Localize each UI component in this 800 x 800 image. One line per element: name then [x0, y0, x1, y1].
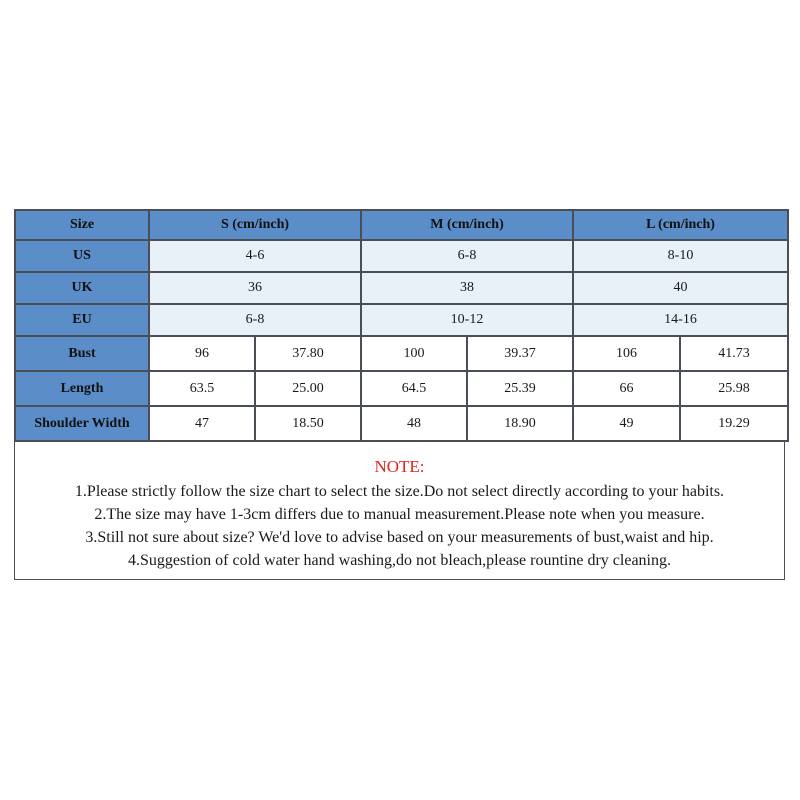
size-row-uk	[15, 272, 788, 304]
size-row-eu	[15, 304, 788, 336]
row-label: UK	[15, 272, 149, 304]
cell-s: 6-8	[149, 304, 361, 336]
row-label: Bust	[15, 336, 149, 371]
size-chart	[14, 209, 787, 580]
cell-s: 4-6	[149, 240, 361, 272]
cell-s-cm: 47	[149, 406, 255, 441]
cell-s-cm: 96	[149, 336, 255, 371]
header-l: L (cm/inch)	[573, 210, 788, 240]
cell-l-inch: 25.98	[680, 371, 788, 406]
note-line: 3.Still not sure about size? We'd love to advise based on your measurements of bust,waist and hip.	[85, 529, 714, 546]
row-label: EU	[15, 304, 149, 336]
cell-m: 38	[361, 272, 573, 304]
cell-l: 14-16	[573, 304, 788, 336]
header-s: S (cm/inch)	[149, 210, 361, 240]
cell-m: 6-8	[361, 240, 573, 272]
cell-s-inch: 25.00	[255, 371, 361, 406]
note-line: 2.The size may have 1-3cm differs due to manual measurement.Please note when you measure.	[94, 506, 705, 523]
cell-m: 10-12	[361, 304, 573, 336]
cell-l-cm: 66	[573, 371, 680, 406]
cell-m-cm: 48	[361, 406, 467, 441]
cell-l: 8-10	[573, 240, 788, 272]
row-label: Shoulder Width	[15, 406, 149, 441]
cell-m-cm: 100	[361, 336, 467, 371]
cell-l-cm: 106	[573, 336, 680, 371]
header-size: Size	[15, 210, 149, 240]
measure-row-shoulder-width	[15, 406, 788, 441]
cell-s-inch: 18.50	[255, 406, 361, 441]
cell-s: 36	[149, 272, 361, 304]
cell-l-inch: 19.29	[680, 406, 788, 441]
cell-s-cm: 63.5	[149, 371, 255, 406]
header-row	[15, 210, 788, 240]
cell-m-inch: 25.39	[467, 371, 573, 406]
cell-m-inch: 39.37	[467, 336, 573, 371]
row-label: US	[15, 240, 149, 272]
cell-l: 40	[573, 272, 788, 304]
cell-l-inch: 41.73	[680, 336, 788, 371]
note-line: 4.Suggestion of cold water hand washing,do not bleach,please rountine dry cleaning.	[128, 552, 671, 569]
cell-m-inch: 18.90	[467, 406, 573, 441]
note-title: NOTE:	[374, 457, 425, 476]
cell-m-cm: 64.5	[361, 371, 467, 406]
cell-s-inch: 37.80	[255, 336, 361, 371]
cell-l-cm: 49	[573, 406, 680, 441]
notes-box	[14, 442, 785, 580]
size-table	[14, 209, 789, 442]
measure-row-bust	[15, 336, 788, 371]
row-label: Length	[15, 371, 149, 406]
note-line: 1.Please strictly follow the size chart to select the size.Do not select directly according to your habits.	[74, 483, 725, 500]
header-m: M (cm/inch)	[361, 210, 573, 240]
measure-row-length	[15, 371, 788, 406]
size-row-us	[15, 240, 788, 272]
